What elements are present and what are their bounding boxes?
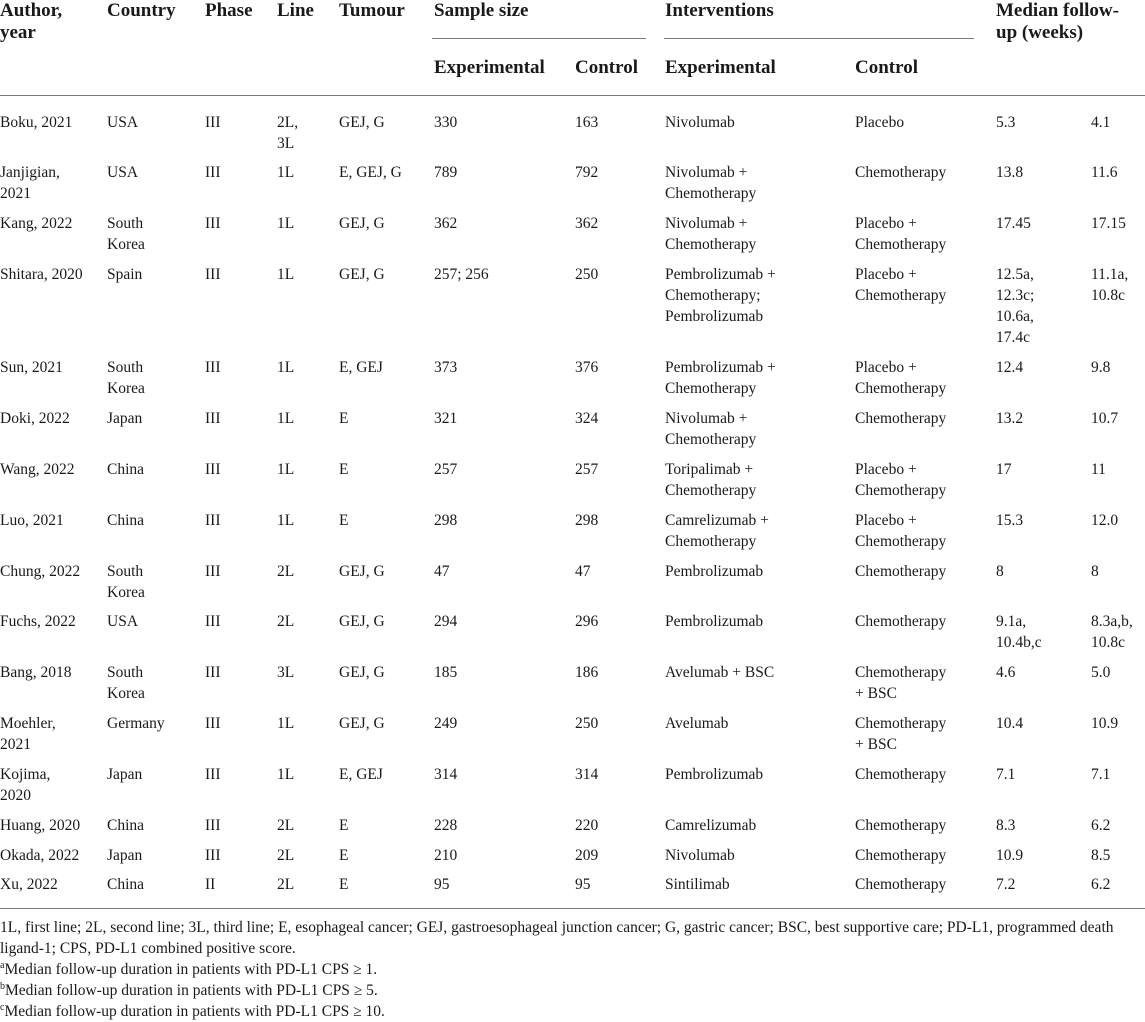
cell-author: Shitara, 2020 — [0, 266, 83, 283]
cell-sample-experimental: 210 — [434, 847, 458, 864]
cell-country: USA — [107, 164, 139, 181]
cell-line: 1L — [277, 512, 295, 529]
cell-followup-control: 8 — [1091, 563, 1099, 580]
cell-tumour: E — [339, 410, 349, 427]
cell-tumour: E — [339, 817, 349, 834]
cell-followup-experimental: 8 — [996, 563, 1004, 580]
cell-followup-control: 12.0 — [1091, 512, 1119, 529]
cell-followup-experimental: 8.3 — [996, 817, 1016, 834]
cell-phase: III — [205, 563, 221, 580]
cell-tumour: E — [339, 847, 349, 864]
cell-sample-control: 362 — [575, 215, 599, 232]
cell-author: Boku, 2021 — [0, 114, 73, 131]
footnote-a-mark: a — [0, 960, 5, 971]
header-sample-experimental: Experimental — [434, 57, 545, 78]
cell-intervention-control: Placebo + Chemotherapy — [855, 461, 947, 499]
cell-intervention-experimental: Nivolumab — [665, 114, 735, 131]
bottom-rule — [0, 908, 1145, 909]
cell-followup-control: 6.2 — [1091, 817, 1111, 834]
header-tumour: Tumour — [339, 0, 405, 21]
cell-intervention-control: Chemotherapy — [855, 876, 947, 893]
cell-author: Wang, 2022 — [0, 461, 75, 478]
cell-sample-experimental: 95 — [434, 876, 450, 893]
cell-line: 1L — [277, 766, 295, 783]
cell-tumour: E, GEJ, G — [339, 164, 402, 181]
header-sample-size: Sample size — [434, 0, 529, 21]
cell-phase: III — [205, 817, 221, 834]
cell-intervention-experimental: Pembrolizumab — [665, 563, 764, 580]
cell-followup-control: 11.6 — [1091, 164, 1118, 181]
cell-phase: III — [205, 613, 221, 630]
cell-intervention-experimental: Toripalimab + Chemotherapy — [665, 461, 757, 499]
cell-country: USA — [107, 114, 139, 131]
cell-author: Bang, 2018 — [0, 664, 72, 681]
cell-country: China — [107, 512, 145, 529]
cell-sample-experimental: 298 — [434, 512, 458, 529]
cell-phase: III — [205, 461, 221, 478]
cell-tumour: E, GEJ — [339, 359, 383, 376]
cell-followup-experimental: 10.9 — [996, 847, 1024, 864]
cell-sample-control: 314 — [575, 766, 599, 783]
cell-sample-control: 95 — [575, 876, 591, 893]
cell-line: 1L — [277, 164, 295, 181]
cell-author: Janjigian, 2021 — [0, 164, 60, 202]
cell-followup-control: 8.5 — [1091, 847, 1111, 864]
cell-followup-control: 8.3a,b, 10.8c — [1091, 613, 1133, 651]
cell-author: Sun, 2021 — [0, 359, 63, 376]
cell-followup-experimental: 7.2 — [996, 876, 1016, 893]
cell-sample-experimental: 185 — [434, 664, 458, 681]
cell-phase: III — [205, 847, 221, 864]
cell-followup-control: 7.1 — [1091, 766, 1111, 783]
cell-followup-experimental: 15.3 — [996, 512, 1024, 529]
cell-intervention-experimental: Avelumab — [665, 715, 729, 732]
sample-size-subrule — [432, 38, 646, 39]
cell-sample-control: 376 — [575, 359, 599, 376]
cell-intervention-experimental: Camrelizumab + Chemotherapy — [665, 512, 769, 550]
cell-tumour: E — [339, 461, 349, 478]
cell-tumour: GEJ, G — [339, 613, 385, 630]
cell-sample-control: 324 — [575, 410, 599, 427]
cell-sample-control: 250 — [575, 715, 599, 732]
cell-sample-experimental: 314 — [434, 766, 458, 783]
cell-intervention-control: Chemotherapy + BSC — [855, 715, 947, 753]
cell-sample-experimental: 321 — [434, 410, 458, 427]
cell-followup-experimental: 7.1 — [996, 766, 1016, 783]
header-line: Line — [277, 0, 314, 21]
cell-phase: III — [205, 715, 221, 732]
cell-sample-control: 250 — [575, 266, 599, 283]
cell-tumour: GEJ, G — [339, 563, 385, 580]
cell-author: Kang, 2022 — [0, 215, 73, 232]
cell-author: Fuchs, 2022 — [0, 613, 76, 630]
cell-author: Kojima, 2020 — [0, 766, 51, 804]
cell-sample-control: 209 — [575, 847, 599, 864]
cell-country: China — [107, 876, 145, 893]
cell-followup-control: 11 — [1091, 461, 1106, 478]
cell-country: Japan — [107, 410, 143, 427]
cell-phase: III — [205, 215, 221, 232]
cell-sample-control: 298 — [575, 512, 599, 529]
cell-intervention-experimental: Pembrolizumab — [665, 766, 764, 783]
cell-phase: III — [205, 114, 221, 131]
cell-intervention-control: Chemotherapy — [855, 563, 947, 580]
header-int-experimental: Experimental — [665, 57, 776, 78]
cell-country: Japan — [107, 847, 143, 864]
cell-sample-experimental: 257 — [434, 461, 458, 478]
cell-phase: III — [205, 164, 221, 181]
cell-phase: III — [205, 410, 221, 427]
cell-sample-control: 792 — [575, 164, 599, 181]
header-country: Country — [107, 0, 176, 21]
cell-line: 1L — [277, 266, 295, 283]
header-interventions: Interventions — [665, 0, 774, 21]
footnote-b — [0, 980, 1140, 1001]
cell-tumour: E — [339, 876, 349, 893]
cell-sample-experimental: 47 — [434, 563, 450, 580]
cell-intervention-experimental: Sintilimab — [665, 876, 730, 893]
header-int-control: Control — [855, 57, 918, 78]
cell-line: 2L, 3L — [277, 114, 299, 152]
cell-followup-control: 10.9 — [1091, 715, 1119, 732]
cell-intervention-control: Chemotherapy + BSC — [855, 664, 947, 702]
cell-sample-control: 47 — [575, 563, 591, 580]
cell-line: 2L — [277, 563, 295, 580]
cell-intervention-experimental: Avelumab + BSC — [665, 664, 775, 681]
cell-country: China — [107, 461, 145, 478]
cell-sample-control: 257 — [575, 461, 599, 478]
header-rule — [0, 95, 1145, 96]
cell-followup-experimental: 12.4 — [996, 359, 1024, 376]
cell-author: Chung, 2022 — [0, 563, 81, 580]
cell-country: South Korea — [107, 215, 145, 253]
cell-sample-control: 163 — [575, 114, 599, 131]
cell-author: Luo, 2021 — [0, 512, 64, 529]
cell-line: 1L — [277, 410, 295, 427]
cell-tumour: GEJ, G — [339, 715, 385, 732]
footnote-a-text: Median follow-up duration in patients with PD-L1 CPS ≥ 1. — [4, 961, 378, 978]
footnote-a — [0, 959, 1140, 980]
cell-followup-control: 9.8 — [1091, 359, 1111, 376]
cell-line: 1L — [277, 359, 295, 376]
cell-tumour: GEJ, G — [339, 114, 385, 131]
cell-followup-experimental: 4.6 — [996, 664, 1016, 681]
cell-line: 1L — [277, 461, 295, 478]
cell-phase: II — [205, 876, 216, 893]
cell-country: Germany — [107, 715, 165, 732]
cell-author: Huang, 2020 — [0, 817, 81, 834]
cell-intervention-control: Chemotherapy — [855, 613, 947, 630]
cell-followup-experimental: 13.2 — [996, 410, 1024, 427]
cell-author: Xu, 2022 — [0, 876, 58, 893]
cell-author: Moehler, 2021 — [0, 715, 56, 753]
footnote-c-mark: c — [0, 1002, 5, 1013]
header-median-followup: Median follow- up (weeks) — [996, 0, 1119, 43]
header-author: Author, year — [0, 0, 63, 43]
cell-intervention-control: Chemotherapy — [855, 817, 947, 834]
cell-sample-control: 186 — [575, 664, 599, 681]
cell-line: 2L — [277, 817, 295, 834]
cell-country: South Korea — [107, 563, 145, 601]
header-sample-control: Control — [575, 57, 638, 78]
cell-phase: III — [205, 766, 221, 783]
cell-intervention-experimental: Nivolumab + Chemotherapy — [665, 215, 757, 253]
cell-line: 3L — [277, 664, 295, 681]
cell-phase: III — [205, 266, 221, 283]
cell-phase: III — [205, 664, 221, 681]
cell-sample-experimental: 294 — [434, 613, 458, 630]
cell-intervention-experimental: Pembrolizumab + Chemotherapy — [665, 359, 776, 397]
cell-sample-experimental: 257; 256 — [434, 266, 489, 283]
cell-intervention-control: Chemotherapy — [855, 847, 947, 864]
cell-sample-experimental: 330 — [434, 114, 458, 131]
cell-sample-experimental: 362 — [434, 215, 458, 232]
cell-line: 2L — [277, 876, 295, 893]
cell-intervention-control: Chemotherapy — [855, 164, 947, 181]
cell-tumour: GEJ, G — [339, 266, 385, 283]
cell-tumour: E — [339, 512, 349, 529]
cell-phase: III — [205, 359, 221, 376]
cell-sample-control: 296 — [575, 613, 599, 630]
cell-country: China — [107, 817, 145, 834]
cell-intervention-control: Placebo + Chemotherapy — [855, 266, 947, 304]
cell-country: Spain — [107, 266, 143, 283]
footnote-b-mark: b — [0, 981, 5, 992]
cell-country: Japan — [107, 766, 143, 783]
cell-intervention-experimental: Nivolumab — [665, 847, 735, 864]
cell-followup-experimental: 9.1a, 10.4b,c — [996, 613, 1042, 651]
cell-followup-control: 17.15 — [1091, 215, 1126, 232]
cell-country: South Korea — [107, 664, 145, 702]
cell-intervention-control: Placebo + Chemotherapy — [855, 215, 947, 253]
cell-sample-experimental: 789 — [434, 164, 458, 181]
cell-intervention-experimental: Nivolumab + Chemotherapy — [665, 410, 757, 448]
cell-phase: III — [205, 512, 221, 529]
cell-followup-experimental: 17 — [996, 461, 1012, 478]
cell-intervention-control: Placebo + Chemotherapy — [855, 359, 947, 397]
cell-followup-experimental: 17.45 — [996, 215, 1031, 232]
cell-line: 2L — [277, 613, 295, 630]
cell-followup-control: 11.1a, 10.8c — [1091, 266, 1129, 304]
cell-followup-control: 6.2 — [1091, 876, 1111, 893]
cell-sample-control: 220 — [575, 817, 599, 834]
footnote-c — [0, 1001, 1140, 1022]
cell-sample-experimental: 249 — [434, 715, 458, 732]
cell-followup-experimental: 13.8 — [996, 164, 1024, 181]
cell-intervention-experimental: Nivolumab + Chemotherapy — [665, 164, 757, 202]
cell-author: Okada, 2022 — [0, 847, 80, 864]
header-phase: Phase — [205, 0, 253, 21]
cell-tumour: GEJ, G — [339, 215, 385, 232]
cell-intervention-experimental: Pembrolizumab + Chemotherapy; Pembrolizumab — [665, 266, 776, 325]
footnote-abbreviations: 1L, first line; 2L, second line; 3L, third line; E, esophageal cancer; GEJ, gastroesophageal junction cancer; G, gastric cancer; BSC, best supportive care; PD-L1, programmed death ligand-1; CPS, PD-L1 combined positive score. — [0, 919, 1114, 957]
cell-intervention-control: Chemotherapy — [855, 766, 947, 783]
cell-country: USA — [107, 613, 139, 630]
interventions-subrule — [664, 38, 974, 39]
footnote-c-text: Median follow-up duration in patients with PD-L1 CPS ≥ 10. — [4, 1003, 385, 1020]
cell-country: South Korea — [107, 359, 145, 397]
cell-followup-experimental: 12.5a, 12.3c; 10.6a, 17.4c — [996, 266, 1035, 346]
cell-intervention-experimental: Camrelizumab — [665, 817, 757, 834]
cell-sample-experimental: 373 — [434, 359, 458, 376]
cell-intervention-experimental: Pembrolizumab — [665, 613, 764, 630]
cell-intervention-control: Placebo — [855, 114, 905, 131]
cell-tumour: E, GEJ — [339, 766, 383, 783]
cell-followup-control: 5.0 — [1091, 664, 1111, 681]
cell-followup-control: 4.1 — [1091, 114, 1111, 131]
cell-intervention-control: Placebo + Chemotherapy — [855, 512, 947, 550]
cell-followup-control: 10.7 — [1091, 410, 1119, 427]
cell-tumour: GEJ, G — [339, 664, 385, 681]
cell-author: Doki, 2022 — [0, 410, 70, 427]
cell-sample-experimental: 228 — [434, 817, 458, 834]
cell-followup-experimental: 10.4 — [996, 715, 1024, 732]
cell-intervention-control: Chemotherapy — [855, 410, 947, 427]
cell-line: 1L — [277, 715, 295, 732]
cell-followup-experimental: 5.3 — [996, 114, 1016, 131]
cell-line: 2L — [277, 847, 295, 864]
cell-line: 1L — [277, 215, 295, 232]
footnote-b-text: Median follow-up duration in patients with PD-L1 CPS ≥ 5. — [5, 982, 378, 999]
